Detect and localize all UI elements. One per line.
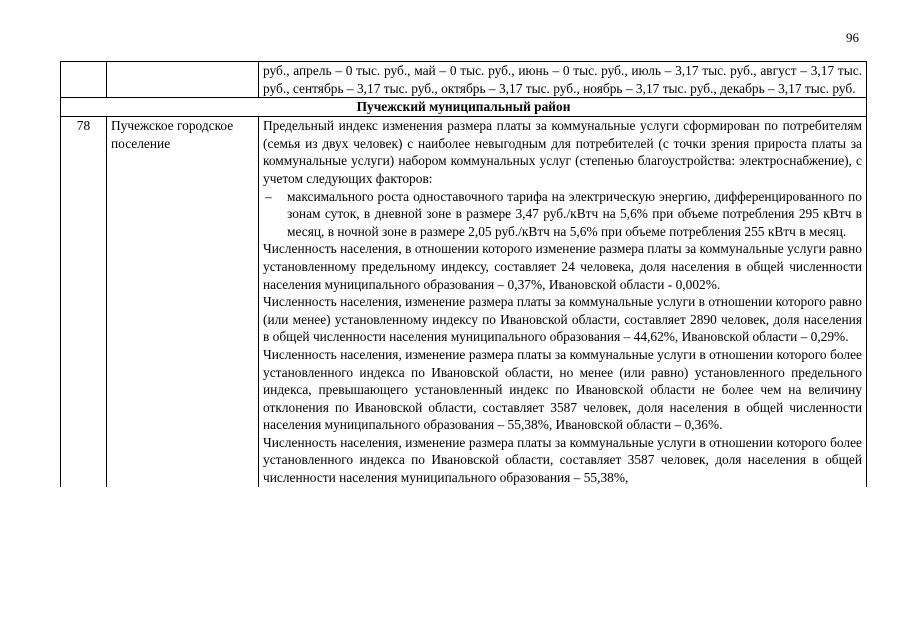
entry-row: [61, 117, 867, 487]
page-number: 96: [846, 30, 859, 45]
factors-list: [263, 188, 862, 241]
continuation-row: [61, 62, 867, 98]
population-paragraph: Численность населения, изменение размера платы за коммунальные услуги в отношении которого более установленного индекса по Ивановской области, составляет 3587 человек, доля населения в общей численности населения муниципального образования – 55,38%,: [263, 434, 862, 486]
population-paragraph: Численность населения, в отношении которого изменение размера платы за коммунальные услуги равно установленному предельному индексу, составляет 24 человека, доля населения в общей численности населения муниципального образования – 0,37%, Ивановской области - 0,002%.: [263, 241, 862, 292]
intro-paragraph: Предельный индекс изменения размера платы за коммунальные услуги сформирован по потребителям (семья из двух человек) с наиболее невыгодным для потребителей (с точки зрения прироста платы за коммунальные услуги) набором коммунальных услуг (степенью благоустройства: электроснабжение), с учетом следующих факторов:: [263, 118, 862, 186]
section-title: Пучежский муниципальный район: [61, 98, 867, 117]
entry-number: 78: [61, 117, 107, 487]
document-table: [60, 61, 867, 487]
continuation-name-cell: [107, 62, 259, 98]
population-paragraph: Численность населения, изменение размера платы за коммунальные услуги в отношении которого равно (или менее) установленному индексу по Ивановской области, составляет 2890 человек, доля населения в общей численности населения муниципального образования – 44,62%, Ивановской области – 0,29%.: [263, 294, 862, 345]
factor-item: [263, 188, 862, 241]
section-row: [61, 98, 867, 117]
factor-text: максимального роста одноставочного тарифа на электрическую энергию, дифференцированного по зонам суток, в дневной зоне в размере 3,47 руб./кВтч на 5,6% при объеме потребления 295 кВтч в месяц, в ночной зоне в размере 2,05 руб./кВтч на 5,6% при объеме потребления 255 кВтч в месяц.: [287, 188, 862, 239]
continuation-num-cell: [61, 62, 107, 98]
entry-description: [259, 117, 867, 487]
population-paragraph: Численность населения, изменение размера платы за коммунальные услуги в отношении которого более установленного индекса по Ивановской области, но менее (или равно) установленного предельного индекса, превышающего установленный индекс по Ивановской области не более чем на величину отклонения по Ивановской области, составляет 3587 человек, доля населения в общей численности населения муниципального образования – 55,38%, Ивановской области – 0,36%.: [263, 346, 862, 433]
continuation-text: руб., апрель – 0 тыс. руб., май – 0 тыс. руб., июнь – 0 тыс. руб., июль – 3,17 тыс. руб., август – 3,17 тыс. руб., сентябрь – 3,17 тыс. руб., октябрь – 3,17 тыс. руб., ноябрь – 3,17 тыс. руб., декабрь – 3,17 тыс. руб.: [259, 62, 867, 98]
dash-bullet-icon: –: [265, 188, 272, 204]
entry-name: Пучежское городское поселение: [107, 117, 259, 487]
